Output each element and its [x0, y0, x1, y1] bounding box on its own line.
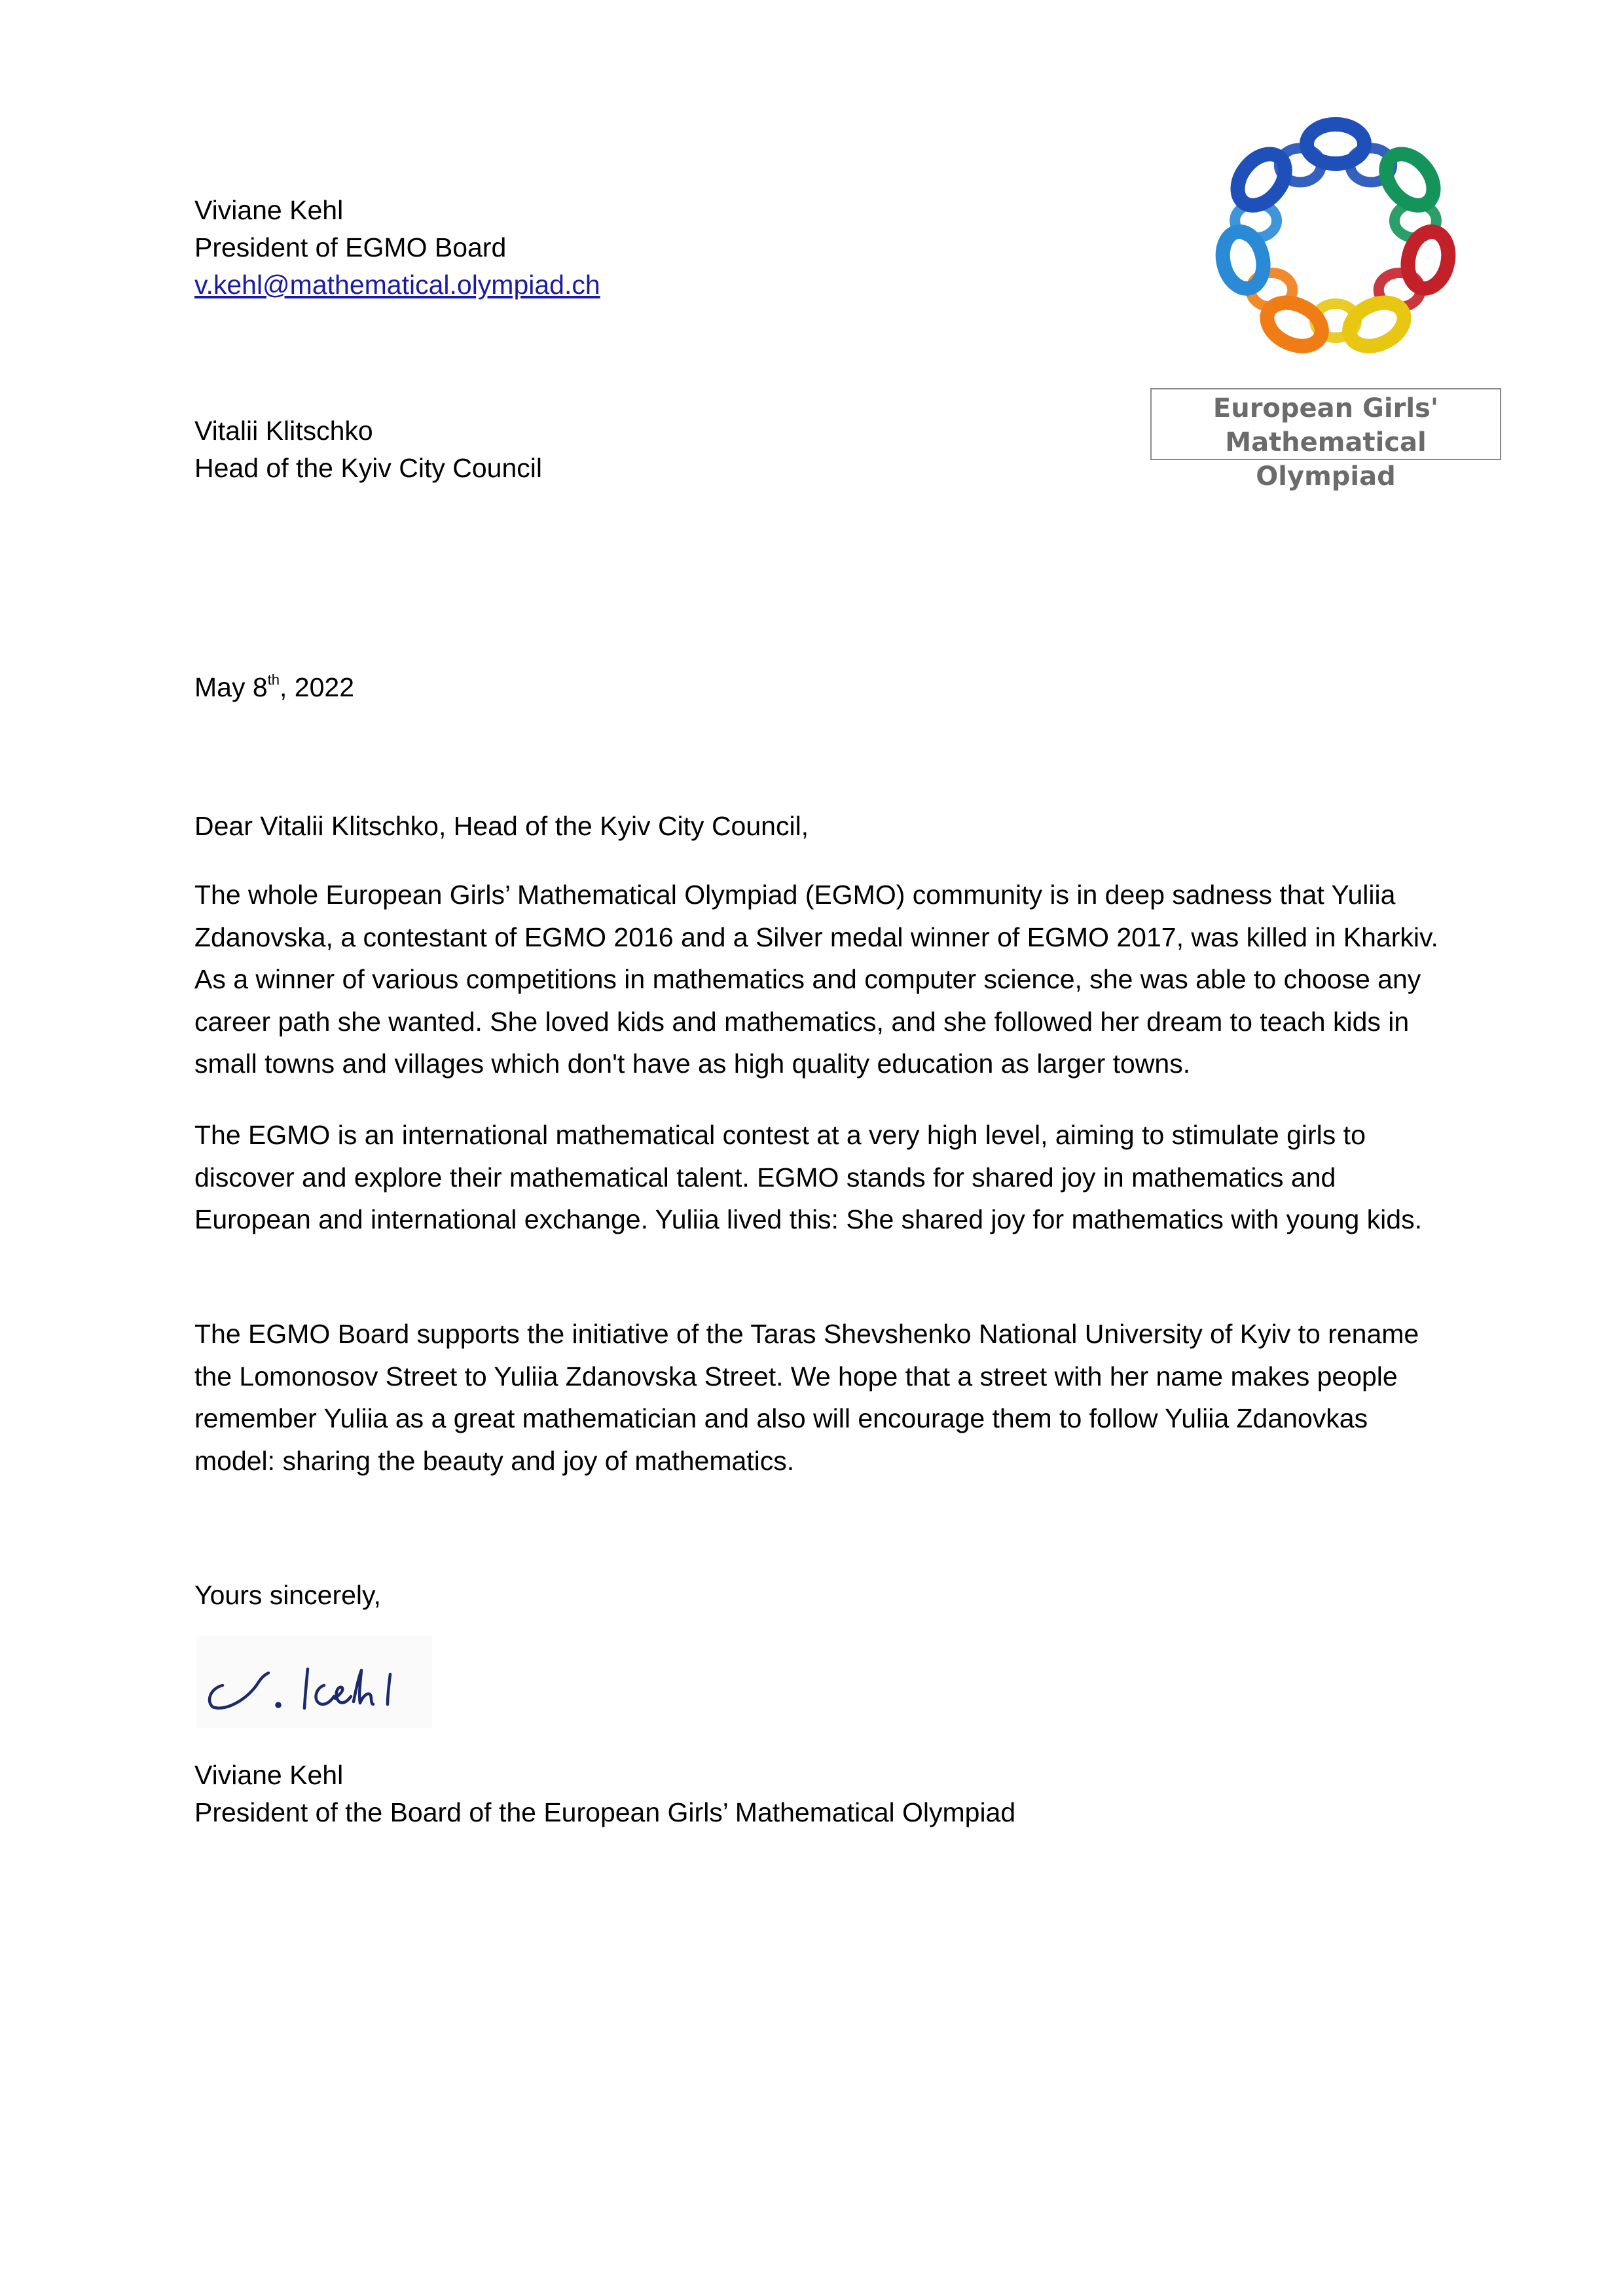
logo-caption-line1: European Girls': [1213, 393, 1439, 423]
signer-title: President of the Board of the European Girls’ Mathematical Olympiad: [194, 1797, 1016, 1827]
handwritten-signature: [196, 1636, 432, 1728]
recipient-name: Vitalii Klitschko: [194, 416, 373, 446]
sender-email-link[interactable]: v.kehl@mathematical.olympiad.ch: [194, 270, 600, 300]
recipient-title: Head of the Kyiv City Council: [194, 453, 542, 483]
signer-block: [194, 1757, 1015, 1831]
logo-ring-3: [1402, 228, 1453, 293]
date-superscript: th: [267, 672, 280, 688]
sender-name: Viviane Kehl: [194, 195, 344, 225]
letter-date: [194, 669, 354, 706]
sender-title: President of EGMO Board: [194, 232, 507, 262]
closing: Yours sincerely,: [194, 1580, 381, 1610]
date-prefix: May 8: [194, 672, 268, 702]
body-paragraph-1: The whole European Girls’ Mathematical Olympiad (EGMO) community is in deep sadness that Yuliia Zdanovska, a contestant of EGMO 2016 and a Silver medal winner of EGMO 2017, was killed in Kharkiv. As a winner of various competitions in mathematics and computer science, she was able to choose any career path she wanted. She loved kids and mathematics, and she followed her dream to teach kids in small towns and villages which don't have as high quality education as larger towns.: [194, 880, 1438, 1079]
egmo-logo-icon: [1192, 105, 1480, 380]
date-suffix: , 2022: [280, 672, 355, 702]
sender-block: [194, 192, 600, 304]
signer-name: Viviane Kehl: [194, 1760, 344, 1790]
recipient-block: [194, 412, 542, 487]
body-paragraph-2: The EGMO is an international mathematical contest at a very high level, aiming to stimulate girls to discover and explore their mathematical talent. EGMO stands for shared joy in mathematics and European and international exchange. Yuliia lived this: She shared joy for mathematics with young kids.: [194, 1120, 1422, 1234]
logo-caption: [1150, 388, 1501, 492]
body-paragraph-3: The EGMO Board supports the initiative of the Taras Shevshenko National University of Kyiv to rename the Lomonosov Street to Yuliia Zdanovska Street. We hope that a street with her name makes people remember Yuliia as a great mathematician and also will encourage them to follow Yuliia Zdanovkas model: sharing the beauty and joy of mathematics.: [194, 1319, 1419, 1476]
signature-scan-background: [196, 1636, 432, 1728]
logo-caption-line2: Mathematical Olympiad: [1225, 427, 1427, 492]
logo-rings: [1218, 124, 1454, 355]
salutation: Dear Vitalii Klitschko, Head of the Kyiv City Council,: [194, 811, 809, 841]
